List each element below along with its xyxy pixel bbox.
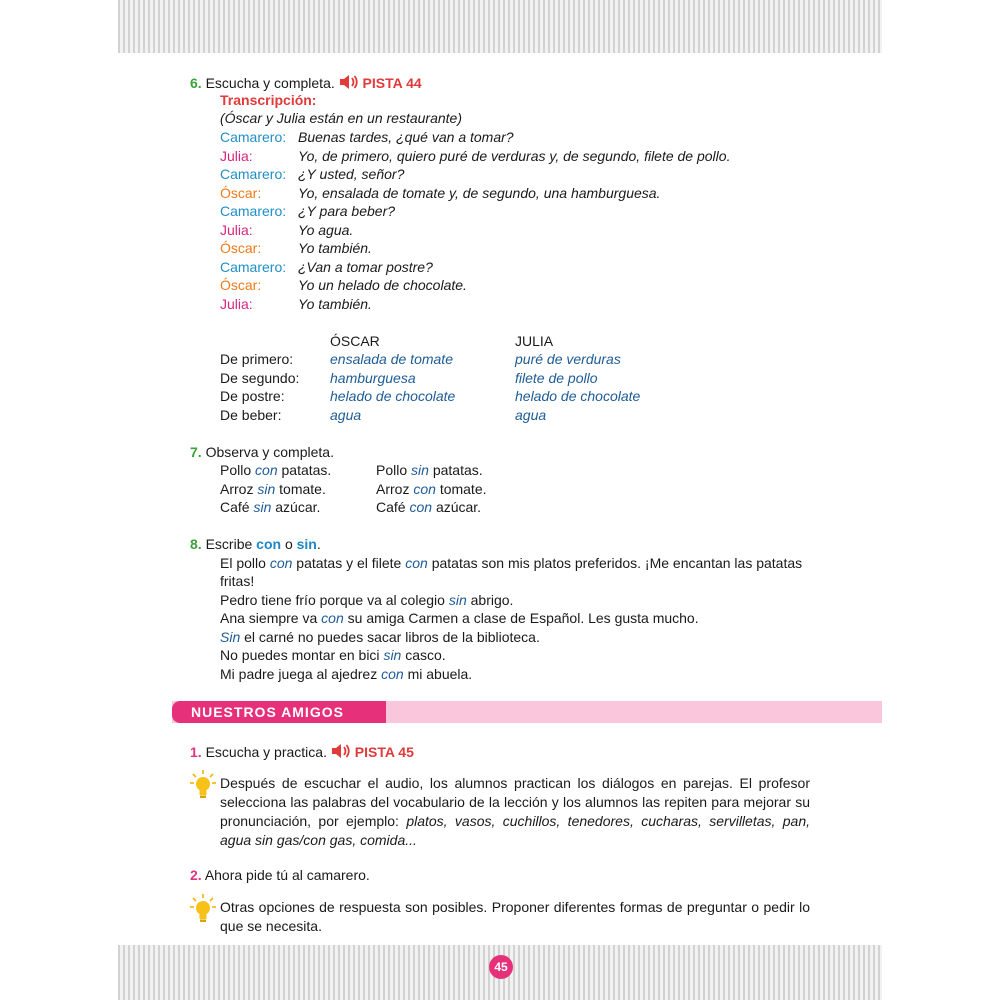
ex8-sentence: Ana siempre va con su amiga Carmen a clase de Español. Les gusta mucho. <box>220 610 699 626</box>
speaker-oscar: Óscar: <box>220 240 262 256</box>
ex8-sentence: El pollo con patatas y el filete con patatas son mis platos preferidos. ¡Me encantan las patatas <box>220 555 803 571</box>
table-cell-julia: agua <box>515 407 547 423</box>
table-cell-oscar: helado de chocolate <box>330 388 456 404</box>
table-cell-oscar: agua <box>330 407 362 423</box>
speaker-camarero: Camarero: <box>220 129 287 145</box>
table-header-julia: JULIA <box>515 333 554 349</box>
ex7-left-item: Pollo con patatas. <box>220 462 332 478</box>
exercise-6-instruction: Escucha y completa. <box>205 75 335 91</box>
ex8-sentence: Sin el carné no puedes sacar libros de la biblioteca. <box>220 629 540 645</box>
na2-instruction: Ahora pide tú al camarero. <box>204 867 370 883</box>
dialogue-line: Yo, ensalada de tomate y, de segundo, una hamburguesa. <box>298 185 661 201</box>
speaker-icon[interactable] <box>339 74 359 90</box>
table-header-oscar: ÓSCAR <box>330 333 380 349</box>
exercise-8-heading: 8. Escribe con o sin. <box>190 536 321 552</box>
section-title: NUESTROS AMIGOS <box>172 701 386 723</box>
nuestros-amigos-exercise-1-heading: 1. Escucha y practica. PISTA 45 <box>190 744 414 760</box>
exercise-7-heading: 7. Observa y completa. <box>190 444 334 460</box>
ex7-right-item: Arroz con tomate. <box>376 481 487 497</box>
tip-text-1: Después de escuchar el audio, los alumnos practican los diálogos en parejas. El profesor selecciona las palabras del vocabulario de la lección y los alumnos las repiten para mejorar su pronunciación, por ejemplo: platos, vasos, cuchillos, tenedores, cucharas, servilletas, pan, agua sin gas/con gas, comida... <box>220 775 810 848</box>
speaker-oscar: Óscar: <box>220 185 262 201</box>
ex7-right-item: Café con azúcar. <box>376 499 482 515</box>
na1-instruction: Escucha y practica. <box>205 744 327 760</box>
pista-45-label: PISTA 45 <box>354 744 414 760</box>
table-cell-julia: filete de pollo <box>515 370 598 386</box>
tip-text-2: Otras opciones de respuesta son posibles. Proponer diferentes formas de preguntar o pedir lo que se necesita. <box>220 899 810 934</box>
dialogue-line: Yo también. <box>298 296 372 312</box>
nuestros-amigos-exercise-2-heading: 2. Ahora pide tú al camarero. <box>190 867 370 883</box>
transcription-label: Transcripción: <box>220 92 317 108</box>
table-row-label: De postre: <box>220 388 285 404</box>
speaker-camarero: Camarero: <box>220 203 287 219</box>
table-row-label: De primero: <box>220 351 294 367</box>
lightbulb-icon <box>190 770 216 800</box>
speaker-julia: Julia: <box>220 222 253 238</box>
ex7-left-item: Arroz sin tomate. <box>220 481 326 497</box>
ex8-sentence-continuation: fritas! <box>220 573 255 589</box>
speaker-camarero: Camarero: <box>220 259 287 275</box>
ex7-right-item: Pollo sin patatas. <box>376 462 483 478</box>
page-number: 45 <box>489 955 513 979</box>
dialogue-line: Yo también. <box>298 240 372 256</box>
dialogue-line: Yo agua. <box>298 222 354 238</box>
dialogue-context: (Óscar y Julia están en un restaurante) <box>220 110 463 126</box>
exercise-6-heading: 6. Escucha y completa. PISTA 44 <box>190 75 422 91</box>
dialogue-line: Yo un helado de chocolate. <box>298 277 467 293</box>
speaker-julia: Julia: <box>220 148 253 164</box>
dialogue-line: Yo, de primero, quiero puré de verduras y, de segundo, filete de pollo. <box>298 148 731 164</box>
ex8-sentence: No puedes montar en bici sin casco. <box>220 647 446 663</box>
speaker-oscar: Óscar: <box>220 277 262 293</box>
ex8-sentence: Pedro tiene frío porque va al colegio sin abrigo. <box>220 592 514 608</box>
exercise-7-instruction: Observa y completa. <box>205 444 334 460</box>
speaker-camarero: Camarero: <box>220 166 287 182</box>
table-cell-julia: helado de chocolate <box>515 388 641 404</box>
top-stripe-band <box>118 0 882 53</box>
dialogue-line: ¿Van a tomar postre? <box>298 259 433 275</box>
ex7-left-item: Café sin azúcar. <box>220 499 321 515</box>
speaker-julia: Julia: <box>220 296 253 312</box>
table-row-label: De beber: <box>220 407 282 423</box>
lightbulb-icon <box>190 894 216 924</box>
dialogue-line: ¿Y usted, señor? <box>298 166 405 182</box>
table-cell-oscar: hamburguesa <box>330 370 416 386</box>
dialogue-line: Buenas tardes, ¿qué van a tomar? <box>298 129 514 145</box>
pista-44-label: PISTA 44 <box>362 75 422 91</box>
table-cell-oscar: ensalada de tomate <box>330 351 453 367</box>
table-cell-julia: puré de verduras <box>515 351 621 367</box>
speaker-icon[interactable] <box>331 743 351 759</box>
ex8-sentence: Mi padre juega al ajedrez con mi abuela. <box>220 666 473 682</box>
table-row-label: De segundo: <box>220 370 300 386</box>
dialogue-line: ¿Y para beber? <box>298 203 396 219</box>
